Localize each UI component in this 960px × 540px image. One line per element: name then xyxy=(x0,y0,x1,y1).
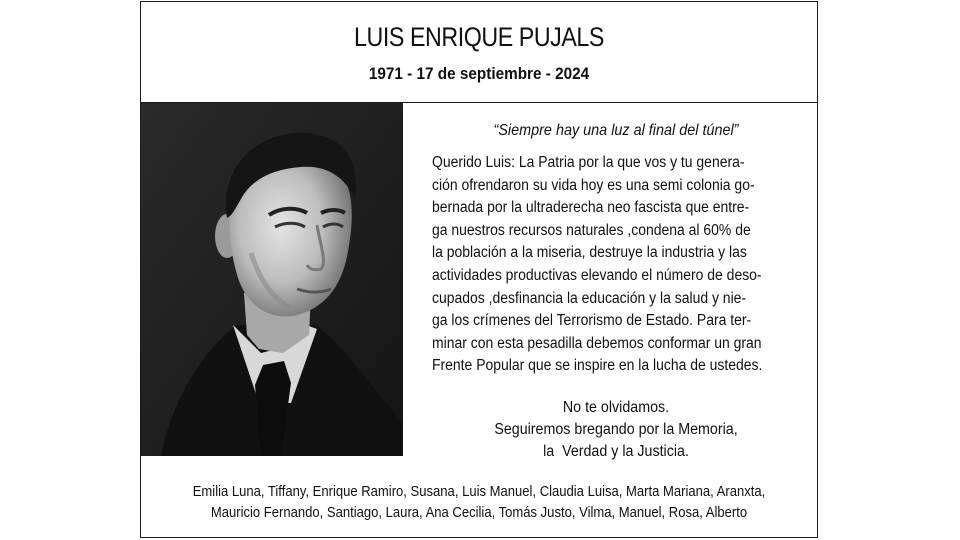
letter-line: Querido Luis: La Patria por la que vos y tu genera- xyxy=(432,154,745,171)
letter-line: Frente Popular que se inspire en la lucha de ustedes. xyxy=(432,357,763,375)
obituary-notice xyxy=(140,1,818,538)
letter-line: ga nuestros recursos naturales ,condena al 60% de xyxy=(432,221,751,239)
letter-line: ga los crímenes del Terrorismo de Estado. Para ter- xyxy=(432,312,752,330)
closing-message xyxy=(431,397,801,463)
closing-line: Seguiremos bregando por la Memoria, xyxy=(494,421,738,438)
closing-line: No te olvidamos. xyxy=(562,399,670,416)
signers-line: Mauricio Fernando, Santiago, Laura, Ana Cecilia, Tomás Justo, Vilma, Manuel, Rosa, Alberto xyxy=(210,505,748,521)
letter-line: actividades productivas elevando el número de deso- xyxy=(432,266,762,284)
letter-line: ción ofrendaron su vida hoy es una semi colonia go- xyxy=(432,176,755,194)
letter-line: la población a la miseria, destruye la industria y las xyxy=(432,244,747,262)
deceased-name: LUIS ENRIQUE PUJALS xyxy=(354,22,604,52)
signers-list xyxy=(141,482,817,524)
life-dates: 1971 - 17 de septiembre - 2024 xyxy=(368,64,590,83)
letter-body xyxy=(432,152,802,378)
letter-line: bernada por la ultraderecha neo fascista que entre- xyxy=(432,199,750,217)
letter-line: minar con esta pesadilla debemos conformar un gran xyxy=(432,334,762,352)
letter-line: cupados ,desfinancia la educación y la salud y nie- xyxy=(432,289,747,307)
portrait-photo xyxy=(141,103,403,456)
epitaph-quote: “Siempre hay una luz al final del túnel” xyxy=(493,122,739,139)
notice-header xyxy=(141,2,817,103)
closing-line: la Verdad y la Justicia. xyxy=(543,443,689,460)
signers-line: Emilia Luna, Tiffany, Enrique Ramiro, Susana, Luis Manuel, Claudia Luisa, Marta Mariana, Aranxta, xyxy=(192,484,766,500)
